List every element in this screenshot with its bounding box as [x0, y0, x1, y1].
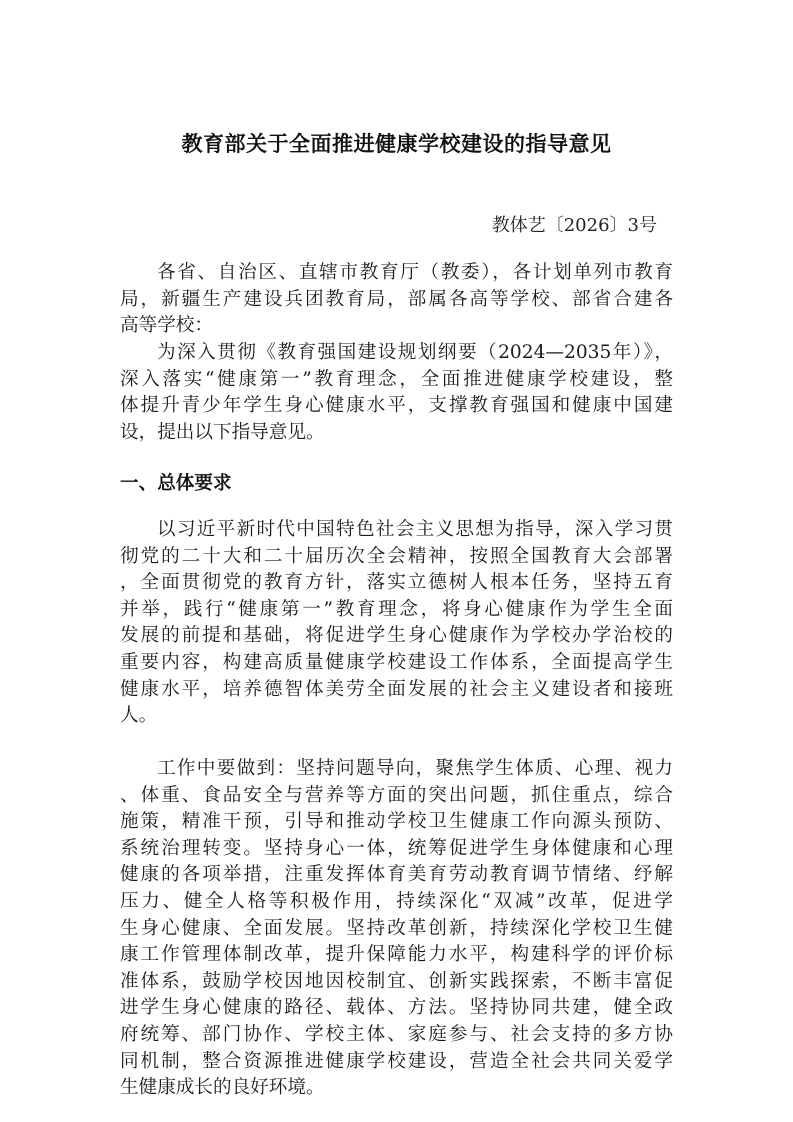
text-line: 准体系，鼓励学校因地因校制宜、创新实践探索，不断丰富促 — [120, 970, 673, 992]
section-heading: 一、总体要求 — [120, 473, 232, 494]
salutation-paragraph — [120, 260, 673, 340]
text-line: 工作中要做到：坚持问题导向，聚焦学生体质、心理、视力 — [157, 758, 673, 779]
text-line: 生身心健康、全面发展。坚持改革创新，持续深化学校卫生健 — [120, 917, 673, 939]
text-line: 压力、健全人格等积极作用，持续深化“双减”改革，促进学 — [120, 890, 673, 912]
text-line: 以习近平新时代中国特色社会主义思想为指导，深入学习贯 — [157, 519, 673, 540]
section1-paragraph-1 — [120, 517, 673, 730]
text-line: 深入落实“健康第一”教育理念，全面推进健康学校建设，整 — [120, 368, 673, 390]
text-line: 生健康成长的良好环境。 — [120, 1077, 325, 1099]
text-line: 系统治理转变。坚持身心一体，统筹促进学生身体健康和心理 — [120, 837, 673, 859]
text-line: 人。 — [120, 705, 158, 727]
text-line: 为深入贯彻《教育强国建设规划纲要（2024—2035年）》， — [157, 342, 673, 363]
text-line: 康工作管理体制改革，提升保障能力水平，构建科学的评价标 — [120, 944, 673, 966]
text-line: 各省、自治区、直辖市教育厅（教委），各计划单列市教育 — [157, 262, 673, 283]
text-line: 同机制，整合资源推进健康学校建设，营造全社会共同关爱学 — [120, 1050, 673, 1072]
text-line: 施策，精准干预，引导和推动学校卫生健康工作向源头预防、 — [120, 811, 673, 833]
text-line: 健康的各项举措，注重发挥体育美育劳动教育调节情绪、纾解 — [120, 864, 673, 886]
document-number: 教体艺〔2026〕3号 — [491, 215, 657, 236]
document-title: 教育部关于全面推进健康学校建设的指导意见 — [181, 132, 612, 156]
text-line: 、体重、食品安全与营养等方面的突出问题，抓住重点，综合 — [120, 784, 673, 806]
text-line: 重要内容，构建高质量健康学校建设工作体系，全面提高学生 — [120, 651, 673, 673]
text-line: 发展的前提和基础，将促进学生身心健康作为学校办学治校的 — [120, 625, 673, 647]
text-line: 进学生身心健康的路径、载体、方法。坚持协同共建，健全政 — [120, 997, 673, 1019]
text-line: 高等学校： — [120, 315, 213, 337]
text-line: 府统筹、部门协作、学校主体、家庭参与、社会支持的多方协 — [120, 1023, 673, 1045]
section1-paragraph-2 — [120, 756, 673, 1102]
text-line: ，全面贯彻党的教育方针，落实立德树人根本任务，坚持五育 — [120, 572, 673, 594]
text-line: 设，提出以下指导意见。 — [120, 421, 325, 443]
text-line: 彻党的二十大和二十届历次全会精神，按照全国教育大会部署 — [120, 545, 673, 567]
text-line: 体提升青少年学生身心健康水平，支撑教育强国和健康中国建 — [120, 395, 673, 417]
text-line: 健康水平，培养德智体美劳全面发展的社会主义建设者和接班 — [120, 678, 673, 700]
text-line: 局，新疆生产建设兵团教育局，部属各高等学校、部省合建各 — [120, 288, 673, 310]
intro-paragraph — [120, 340, 673, 446]
text-line: 并举，践行“健康第一”教育理念，将身心健康作为学生全面 — [120, 598, 673, 620]
